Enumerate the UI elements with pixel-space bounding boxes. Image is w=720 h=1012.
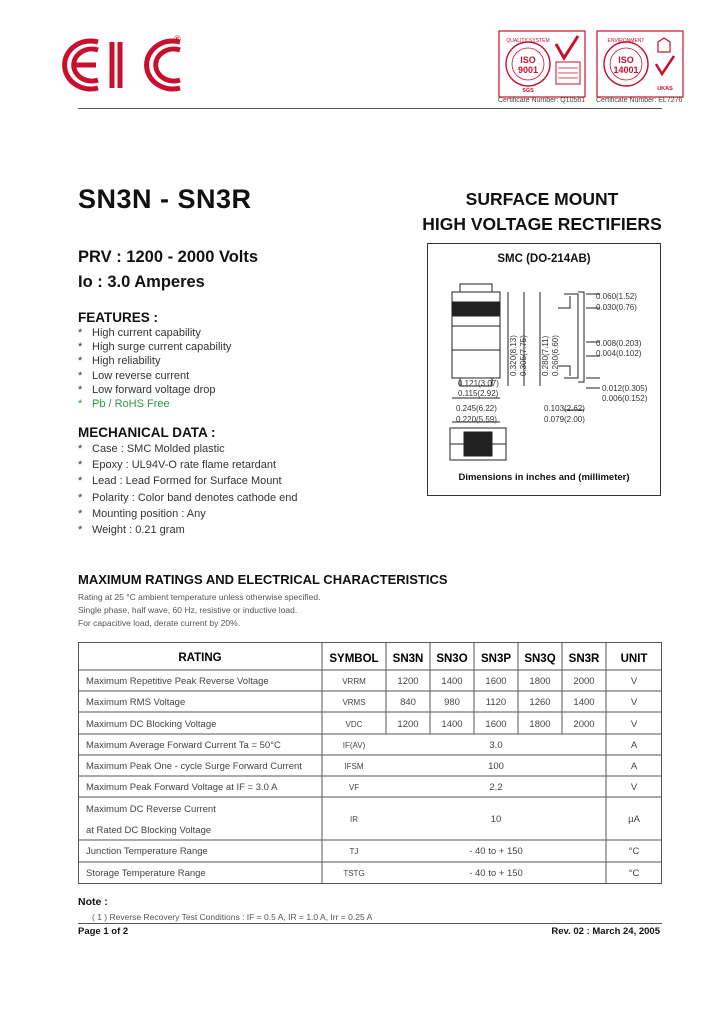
iso-9001-badge [498, 30, 586, 98]
badge-number-1: 9001 [517, 65, 539, 75]
row-symbol: VDC [345, 720, 363, 729]
row-unit: A [630, 761, 638, 772]
row-value: 2000 [573, 719, 595, 730]
row-value: 1600 [485, 719, 507, 730]
dim-p: 0.305(7.75) [519, 335, 528, 376]
row-value: 840 [400, 697, 416, 708]
dim-i: 0.245(6.22) [456, 404, 497, 413]
product-title: SN3N - SN3R [78, 184, 252, 214]
row-unit: A [630, 740, 638, 751]
row-unit: V [630, 697, 638, 708]
iso-14001-badge [596, 30, 684, 98]
package-caption: Dimensions in inches and (millimeter) [458, 472, 630, 483]
row-unit: °C [628, 846, 640, 857]
dim-f: 0.006(0.152) [602, 394, 648, 403]
badge-caption-1: QUALITY SYSTEM [506, 38, 550, 44]
dim-j: 0.220(5.59) [456, 415, 497, 424]
col-sn3o: SN3O [436, 653, 468, 665]
row-rating-line-2: at Rated DC Blocking Voltage [86, 825, 212, 836]
certificate-number-2: Certificate Number: EL7276 [596, 97, 683, 104]
dim-e: 0.012(0.305) [602, 384, 648, 393]
dim-d: 0.004(0.102) [596, 349, 642, 358]
badge-org-2: UKAS [657, 86, 673, 92]
feature-item: * High current capability [78, 326, 231, 340]
note-heading: Note : [78, 896, 108, 908]
row-value: 1400 [441, 676, 463, 687]
col-sn3q: SN3Q [524, 653, 556, 665]
badge-label-1: ISO [520, 55, 536, 65]
row-rating: Storage Temperature Range [86, 868, 206, 879]
mech-item: * Weight : 0.21 gram [78, 522, 297, 538]
row-symbol: VRRM [342, 677, 366, 686]
subtitle-high-voltage: HIGH VOLTAGE RECTIFIERS [422, 214, 662, 234]
row-value: 1400 [441, 719, 463, 730]
row-symbol: IF(AV) [342, 741, 366, 750]
row-value: 1200 [397, 719, 419, 730]
mech-item: * Case : SMC Molded plastic [78, 441, 297, 457]
col-rating: RATING [178, 652, 222, 664]
col-sn3r: SN3R [568, 653, 600, 665]
dim-a: 0.060(1.52) [596, 292, 637, 301]
condition-3: For capacitive load, derate current by 20%. [78, 618, 241, 628]
mech-item: * Mounting position : Any [78, 506, 297, 522]
row-merged-value: 2.2 [489, 782, 503, 793]
certificate-number-1: Certificate Number: Q10561 [498, 97, 586, 104]
row-merged-value: 10 [490, 814, 502, 825]
row-unit: V [630, 719, 638, 730]
header-rule [78, 108, 662, 109]
feature-item: * Low reverse current [78, 369, 231, 383]
eic-logo [60, 34, 188, 96]
dim-n: 0.260(6.60) [551, 335, 560, 376]
mech-item: * Polarity : Color band denotes cathode end [78, 490, 297, 506]
mechanical-list [78, 441, 297, 538]
row-value: 2000 [573, 676, 595, 687]
row-value: 1260 [529, 697, 551, 708]
dim-b: 0.030(0.76) [596, 303, 637, 312]
prv-spec: PRV : 1200 - 2000 Volts [78, 248, 259, 266]
revision-date: Rev. 02 : March 24, 2005 [551, 926, 660, 937]
badge-org-1: SGS [522, 88, 534, 94]
row-symbol: IFSM [344, 762, 364, 771]
row-unit: V [630, 782, 638, 793]
ratings-table [78, 642, 662, 884]
col-unit: UNIT [620, 653, 648, 665]
dim-m: 0.280(7.11) [541, 335, 550, 376]
dim-g: 0.103(2.62) [544, 404, 585, 413]
mech-item: * Epoxy : UL94V-O rate flame retardant [78, 457, 297, 473]
badge-label-2: ISO [618, 55, 634, 65]
page-number: Page 1 of 2 [78, 926, 129, 937]
row-rating: Maximum Peak Forward Voltage at IF = 3.0 A [86, 782, 278, 793]
subtitle-surface-mount: SURFACE MOUNT [465, 189, 619, 209]
row-rating: Maximum Peak One - cycle Surge Forward Current [86, 761, 302, 772]
row-symbol: IR [350, 815, 358, 824]
footer-rule [78, 923, 662, 924]
condition-2: Single phase, half wave, 60 Hz, resistive or inductive load. [78, 605, 298, 615]
dim-l: 0.115(2.92) [458, 389, 499, 398]
row-rating: Maximum Average Forward Current Ta = 50°C [86, 740, 281, 751]
dim-h: 0.079(2.00) [544, 415, 585, 424]
dim-c: 0.008(0.203) [596, 339, 642, 348]
row-value: 1200 [397, 676, 419, 687]
row-value: 980 [444, 697, 460, 708]
row-rating: Junction Temperature Range [86, 846, 208, 857]
row-value: 1400 [573, 697, 595, 708]
package-drawing [428, 270, 660, 466]
row-unit: °C [628, 868, 640, 879]
condition-1: Rating at 25 °C ambient temperature unless otherwise specified. [78, 592, 321, 602]
features-list [78, 326, 231, 411]
row-symbol: VRMS [342, 698, 366, 707]
ratings-title: MAXIMUM RATINGS AND ELECTRICAL CHARACTERISTICS [78, 572, 448, 587]
feature-item: * Low forward voltage drop [78, 383, 231, 397]
row-symbol: VF [348, 783, 360, 792]
row-value: 1600 [485, 676, 507, 687]
row-rating: Maximum Repetitive Peak Reverse Voltage [86, 676, 269, 687]
registered-mark: ® [174, 34, 181, 44]
feature-item: * High reliability [78, 354, 231, 368]
col-symbol: SYMBOL [329, 653, 379, 665]
feature-item-rohs: * Pb / RoHS Free [78, 397, 231, 411]
row-value: 1800 [529, 719, 551, 730]
col-sn3n: SN3N [392, 653, 424, 665]
col-sn3p: SN3P [480, 653, 512, 665]
row-merged-value: 100 [488, 761, 504, 772]
note-item: ( 1 ) Reverse Recovery Test Conditions : IF = 0.5 A, IR = 1.0 A, Irr = 0.25 A [92, 912, 373, 922]
row-value: 1800 [529, 676, 551, 687]
features-heading: FEATURES : [78, 310, 158, 325]
row-merged-value: 3.0 [489, 740, 503, 751]
row-unit: µA [628, 814, 640, 825]
badge-caption-2: ENVIRONMENT [607, 38, 645, 44]
feature-item: * High surge current capability [78, 340, 231, 354]
mech-item: * Lead : Lead Formed for Surface Mount [78, 473, 297, 489]
row-rating: Maximum RMS Voltage [86, 697, 186, 708]
dim-o: 0.320(8.13) [509, 335, 518, 376]
badge-number-2: 14001 [613, 65, 639, 75]
package-title: SMC (DO-214AB) [497, 253, 591, 265]
mechanical-heading: MECHANICAL DATA : [78, 425, 216, 440]
row-rating: Maximum DC Blocking Voltage [86, 719, 217, 730]
row-symbol: TSTG [343, 869, 365, 878]
row-symbol: TJ [349, 847, 359, 856]
row-value: 1120 [485, 697, 507, 708]
dim-k: 0.121(3.07) [458, 379, 499, 388]
row-merged-value: - 40 to + 150 [469, 846, 523, 857]
row-merged-value: - 40 to + 150 [469, 868, 523, 879]
row-unit: V [630, 676, 638, 687]
row-rating: Maximum DC Reverse Current [86, 804, 216, 815]
io-spec: Io : 3.0 Amperes [78, 273, 205, 291]
